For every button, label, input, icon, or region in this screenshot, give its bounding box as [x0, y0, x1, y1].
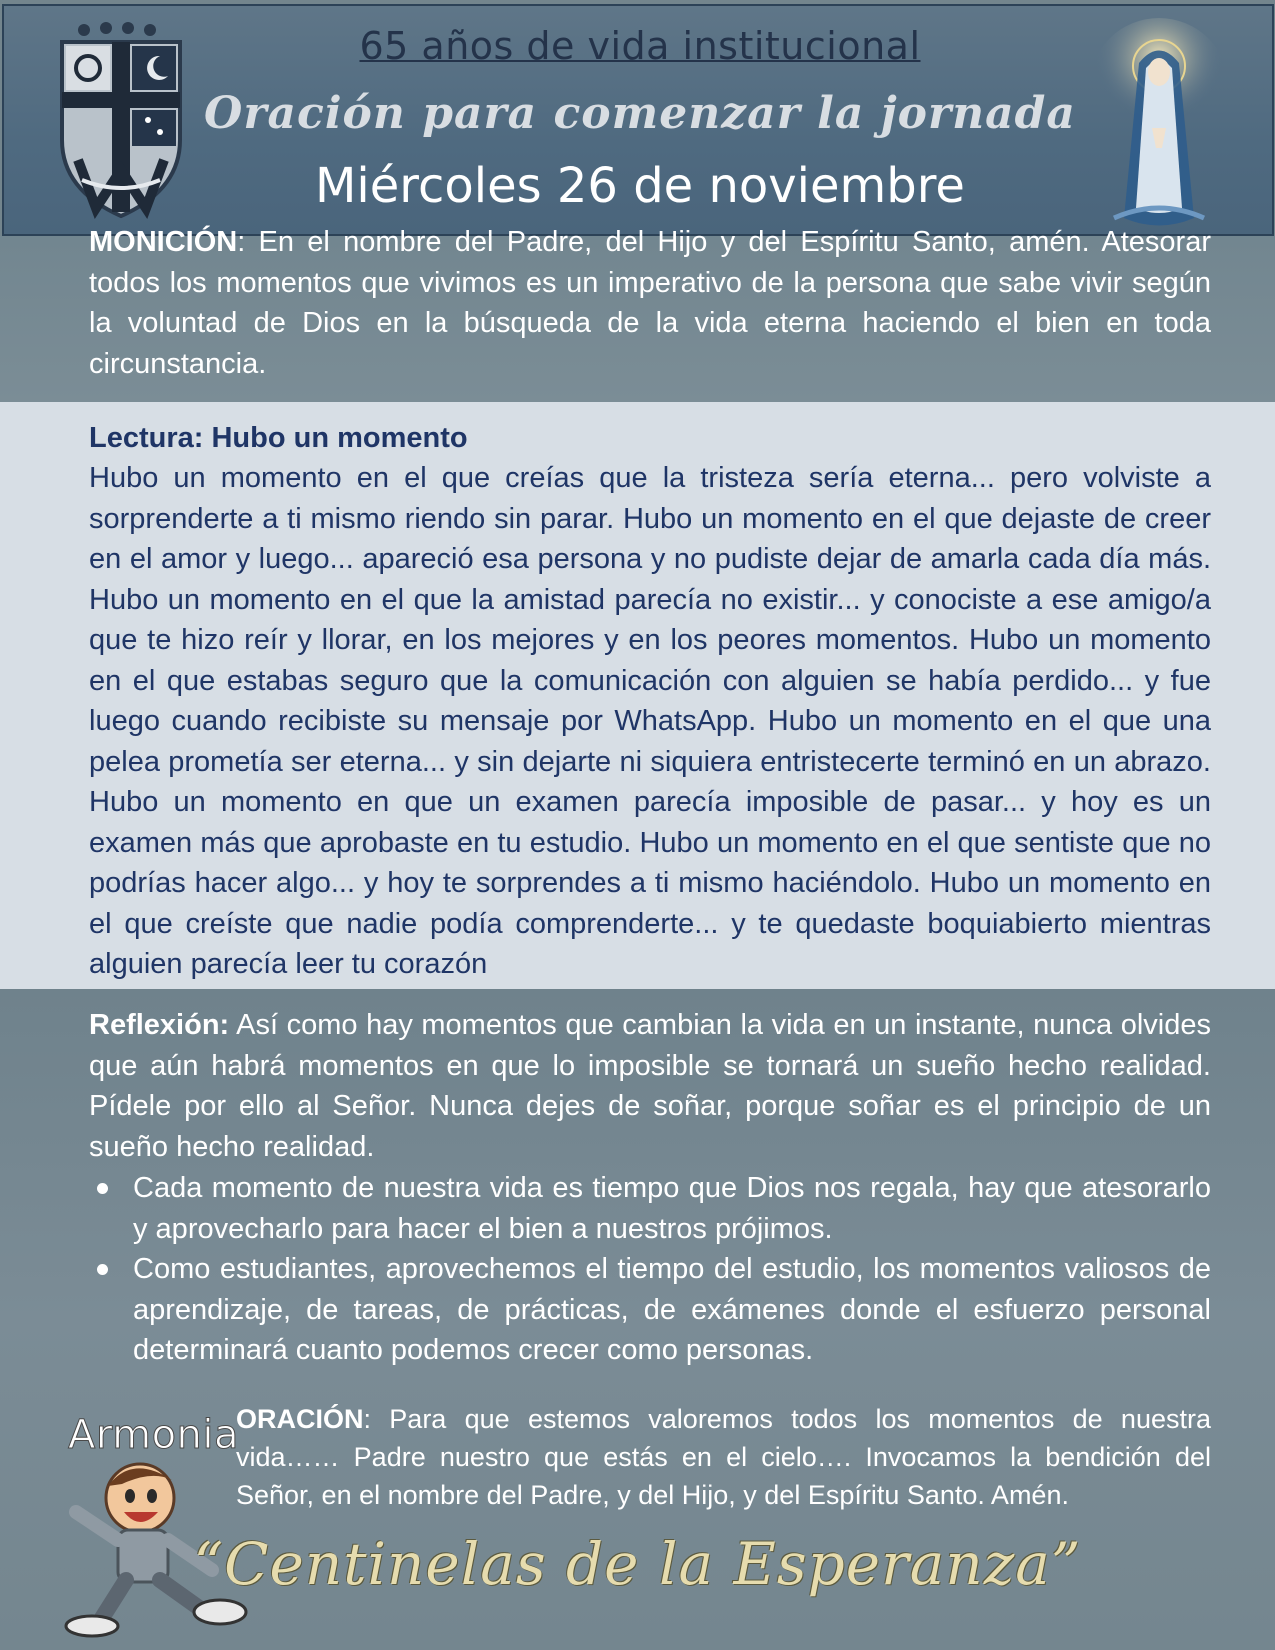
bullet-text: Cada momento de nuestra vida es tiempo que Dios nos regala, hay que atesorarlo y aprovecharlo para hacer el bien a nuestros prójimos.	[133, 1172, 1211, 1245]
oracion-paragraph	[236, 1400, 1211, 1514]
header-banner	[2, 4, 1274, 236]
monicion-label: MONICIÓN	[89, 226, 238, 258]
monicion-text: : En el nombre del Padre, del Hijo y del Espíritu Santo, amén. Atesorar todos los momentos que vivimos es un imperativo de la persona que sabe vivir según la voluntad de Dios en la búsqueda de la vida eterna haciendo el bien en toda circunstancia.	[89, 226, 1211, 380]
monicion-paragraph	[89, 222, 1211, 384]
date-heading: Miércoles 26 de noviembre	[315, 158, 965, 214]
oracion-label: ORACIÓN	[236, 1404, 364, 1434]
reflexion-text: Así como hay momentos que cambian la vida en un instante, nunca olvides que aún habrá momentos en que lo imposible se tornará un sueño hecho realidad. Pídele por ello al Señor. Nunca dejes de soñar, porque soñar es el principio de un sueño hecho realidad.	[89, 1009, 1211, 1163]
prayer-subtitle: Oración para comenzar la jornada	[204, 88, 1076, 139]
motto-text: “Centinelas de la Esperanza”	[193, 1530, 1082, 1598]
list-item	[89, 1168, 1211, 1249]
anniversary-title: 65 años de vida institucional	[359, 24, 921, 68]
bullet-icon	[97, 1264, 108, 1275]
lectura-title: Lectura: Hubo un momento	[89, 422, 468, 454]
reflexion-label: Reflexión:	[89, 1009, 230, 1041]
list-item	[89, 1249, 1211, 1371]
bullet-text: Como estudiantes, aprovechemos el tiempo del estudio, los momentos valiosos de aprendizaje, de tareas, de prácticas, de exámenes donde el esfuerzo personal determinará cuanto podemos crecer como personas.	[133, 1253, 1211, 1366]
reflexion-bullet-list	[89, 1168, 1211, 1371]
virgin-mary-image	[1084, 18, 1234, 238]
oracion-text: : Para que estemos valoremos todos los momentos de nuestra vida…… Padre nuestro que estás en el cielo…. Invocamos la bendición del Señor, en el nombre del Padre, y del Hijo, y del Espíritu Santo. Amén.	[236, 1404, 1211, 1510]
bullet-icon	[97, 1183, 108, 1194]
reflexion-paragraph	[89, 1005, 1211, 1167]
mascot-label: Armonia	[68, 1412, 240, 1458]
lectura-text: Hubo un momento en el que creías que la tristeza sería eterna... pero volviste a sorprenderte a ti mismo riendo sin parar. Hubo un momento en el que dejaste de creer en el amor y luego... apareció esa persona y no pudiste dejar de amarla cada día más. Hubo un momento en el que la amistad parecía no existir... y conociste a ese amigo/a que te hizo reír y llorar, en los mejores y en los peores momentos. Hubo un momento en el que estabas seguro que la comunicación con alguien se había perdido... y fue luego cuando recibiste su mensaje por WhatsApp. Hubo un momento en el que una pelea prometía ser eterna... y sin dejarte ni siquiera entristecerte terminó en un abrazo. Hubo un momento en que un examen parecía imposible de pasar... y hoy es un examen más que aprobaste en tu estudio. Hubo un momento en el que sentiste que no podrías hacer algo... y hoy te sorprendes a ti mismo haciéndolo. Hubo un momento en el que creíste que nadie podía comprenderte... y te quedaste boquiabierto mientras alguien parecía leer tu corazón	[89, 462, 1211, 980]
